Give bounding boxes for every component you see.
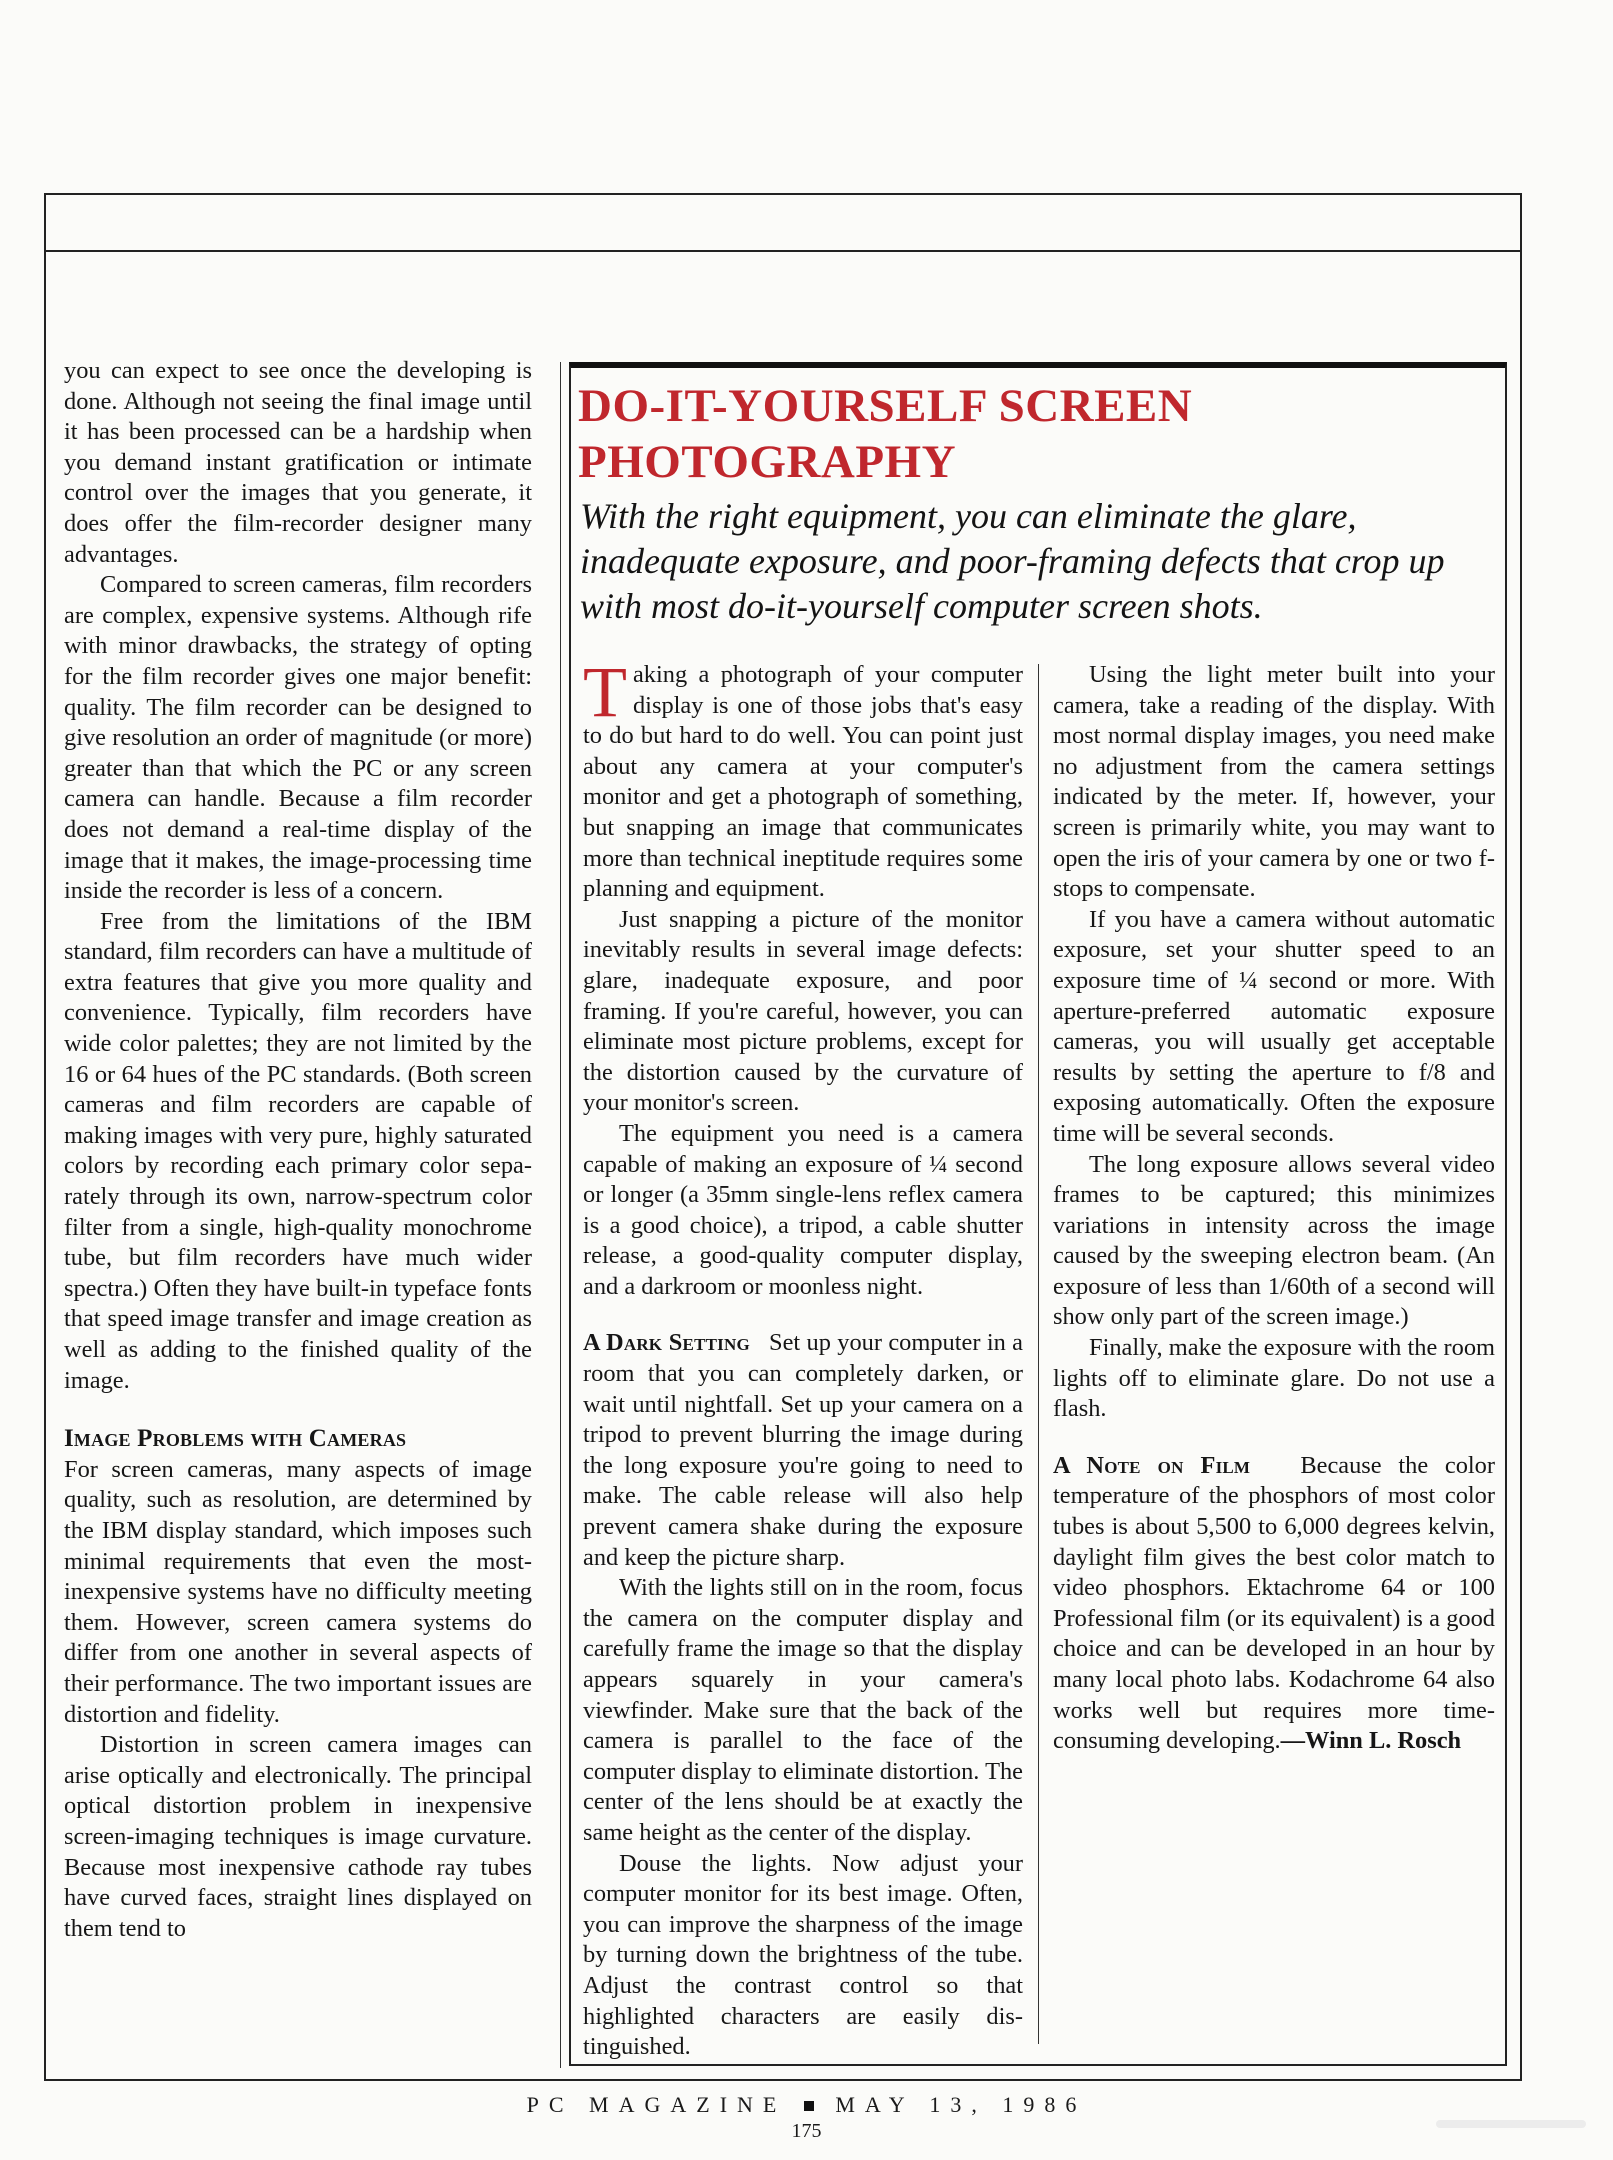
paragraph: Free from the limitations of the IBM standard, film recorders can have a multitude of extra features that give you more quality and convenience. Typically, film recorders have wide color palettes; they are not limited by the 16 or 64 hues of the PC standards. (Both screen cameras and film recorders are capable of making images with very pure, highly saturated colors by recording each primary color separately through its own, narrow-spectrum color filter from a single, high-quality monochrome tube, but film recorders have much wider spectra.) Often they have built-in typeface fonts that speed image transfer and image creation as well as adding to the finished quality of the image. bbox=[64, 907, 532, 1394]
square-bullet-icon bbox=[804, 2101, 814, 2111]
paragraph: Using the light meter built into your camera, take a reading of the display. With most normal display images, you need make no adjustment from the camera settings indicated by the meter. If, however, your screen is primarily white, you may want to open the iris of your camera by one or two f-stops to compensate. bbox=[1053, 661, 1495, 903]
run-in-heading: A Dark Setting bbox=[583, 1329, 750, 1357]
paragraph: The equipment you need is a camera capable of making an exposure of ¼ second or longer (a 35mm single-lens reflex camera is a good choice), a tripod, a cable shutter release, a good-quality computer display, and a darkroom or moonless night. bbox=[583, 1119, 1023, 1300]
paragraph: Douse the lights. Now adjust your computer monitor for its best image. Often, you can improve the sharpness of the image by turning down the brightness of the tube. Adjust the contrast control so that highlighted characters are easily distinguished. bbox=[583, 1849, 1023, 2061]
paragraph: With the lights still on in the room, focus the camera on the computer display and carefully frame the image so that the display appears squarely in your camera's viewfinder. Make sure that the back of the camera is parallel to the face of the computer display to eliminate distortion. The center of the lens should be at exactly the same height as the center of the display. bbox=[583, 1574, 1023, 1846]
sidebar-column-1 bbox=[583, 652, 1023, 2061]
main-article-column bbox=[64, 356, 532, 2072]
paragraph: Finally, make the exposure with the room lights off to eliminate glare. Do not use a flash. bbox=[1053, 1334, 1495, 1423]
paragraph: you can expect to see once the developing is done. Although not seeing the final image until it has been processed can be a hardship when you demand instant gratification or intimate control over the images that you generate, it does offer the film-recorder designer many advantages. bbox=[64, 357, 532, 568]
scan-artifact bbox=[1436, 2120, 1586, 2128]
paragraph: Taking a photograph of your computer display is one of those jobs that's easy to do but hard to do well. You can point just about any camera at your computer's monitor and get a photograph of something, but snapping an image that communicates more than technical ineptitude requires some planning and equipment. bbox=[583, 652, 1023, 903]
byline: —Winn L. Rosch bbox=[1280, 1727, 1462, 1755]
drop-cap: T bbox=[583, 652, 627, 732]
paragraph: The long exposure allows several video frames to be captured; this minimizes variations in intensity across the image caused by the sweeping electron beam. (An exposure of less than 1/60th of a second will show only part of the screen image.) bbox=[1053, 1150, 1495, 1331]
sidebar-deck: With the right equipment, you can eliminate the glare, inadequate exposure, and poor-framing defects that crop up with most do-it-yourself computer screen shots. bbox=[580, 496, 1445, 626]
section-heading: Image Problems with Cameras bbox=[64, 1425, 407, 1453]
sidebar-column-divider bbox=[1038, 664, 1039, 2044]
paragraph: A Note on Film Because the color temperature of the phosphors of most color tubes is about 5,500 to 6,000 degrees kelvin, daylight film gives the best color match to video phosphors. Ektachrome 64 or 100 Professional film (or its equivalent) is a good choice and can be developed in an hour by many local photo labs. Kodachrome 64 also works well but requires more time-consuming developing.—Winn L. Rosch bbox=[1053, 1451, 1495, 1755]
paragraph: A Dark Setting Set up your computer in a room that you can completely darken, or wait until nightfall. Set up your camera on a tripod to prevent blurring the image during the long exposure you're going to need to make. The cable release will also help prevent camera shake during the exposure and keep the picture sharp. bbox=[583, 1329, 1023, 1571]
paragraph: For screen cameras, many aspects of image quality, such as resolution, are determined by the IBM display standard, which imposes such minimal requirements that even the most-inexpensive systems have no difficulty meeting them. However, screen camera systems do differ from one another in several aspects of their performance. The two important issues are distortion and fidelity. bbox=[64, 1455, 532, 1728]
magazine-name: PC MAGAZINE bbox=[526, 2092, 787, 2117]
paragraph: Distortion in screen camera images can arise optically and electronically. The principal optical distortion problem in inexpensive screen-imaging techniques is image curvature. Because most inexpensive cathode ray tubes have curved faces, straight lines displayed on them tend to bbox=[64, 1731, 532, 1942]
page-number: 175 bbox=[791, 2120, 822, 2142]
top-rule bbox=[44, 250, 1522, 252]
page-footer bbox=[0, 2092, 1613, 2118]
run-in-heading: A Note on Film bbox=[1053, 1451, 1251, 1479]
paragraph: Compared to screen cameras, film recorders are complex, expensive systems. Although rife with minor drawbacks, the strategy of opting for the film recorder gives one major benefit: quality. The film recorder can be designed to give resolution an order of magnitude (or more) greater than that which the PC or any screen camera can handle. Because a film recorder does not demand a real-time display of the image that it makes, the image-processing time inside the recorder is less of a concern. bbox=[64, 571, 532, 905]
paragraph: If you have a camera without automatic exposure, set your shutter speed to an exposure time of ¼ second or more. With aperture-preferred automatic exposure cameras, you will usually get acceptable results by setting the aperture to f/8 and exposing automatically. Often the exposure time will be several seconds. bbox=[1053, 905, 1495, 1147]
sidebar-title: DO-IT-YOURSELF SCREEN PHOTOGRAPHY bbox=[578, 380, 1193, 488]
sidebar-column-2 bbox=[1053, 660, 1495, 2044]
issue-date: MAY 13, 1986 bbox=[835, 2092, 1087, 2117]
paragraph: Just snapping a picture of the monitor inevitably results in several image defects: glare, inadequate exposure, and poor framing. If you're careful, however, you can eliminate most picture problems, except for the distortion caused by the curvature of your monitor's screen. bbox=[583, 905, 1023, 1117]
column-divider bbox=[560, 362, 561, 2068]
